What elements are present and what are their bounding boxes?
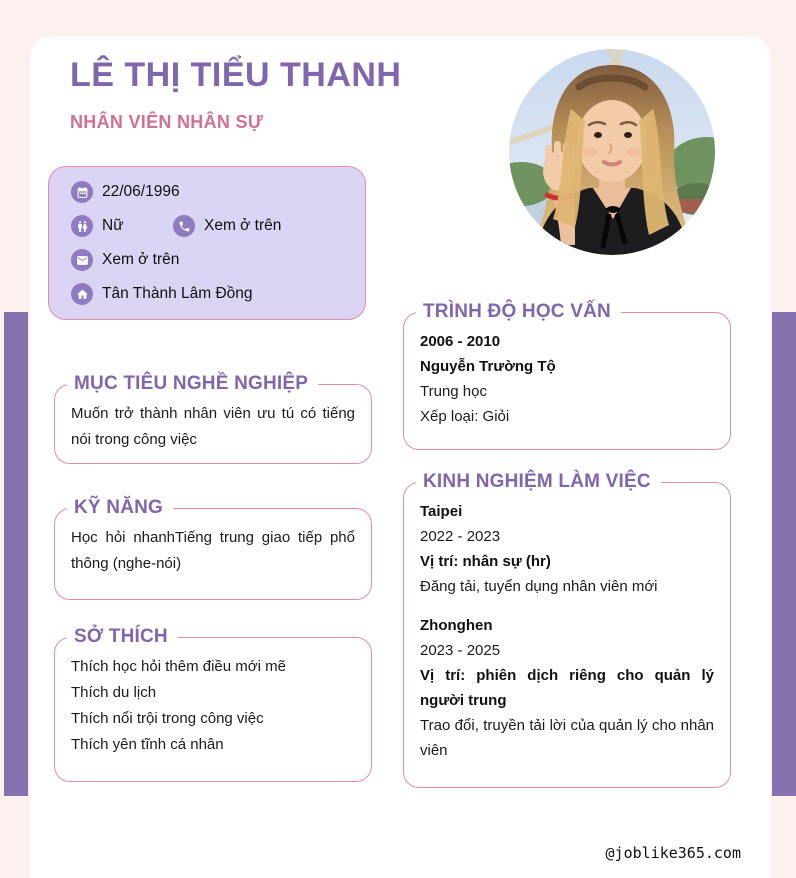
- section-experience: [403, 471, 731, 788]
- birthday-value: 22/06/1996: [102, 183, 180, 200]
- education-period: 2006 - 2010: [420, 333, 501, 350]
- experience-description: Trao đổi, truyền tải lời của quản lý cho nhân viên: [420, 717, 714, 759]
- experience-company: Taipei: [420, 503, 463, 520]
- contact-row-birthday: [71, 175, 365, 209]
- experience-company: Zhonghen: [420, 617, 493, 634]
- section-education-title: TRÌNH ĐỘ HỌC VẤN: [416, 298, 621, 325]
- cv-card: [30, 36, 771, 878]
- page-title: LÊ THỊ TIỂU THANH: [70, 56, 402, 94]
- job-title: NHÂN VIÊN NHÂN SỰ: [70, 112, 264, 132]
- section-experience-title: KINH NGHIỆM LÀM VIỆC: [416, 468, 661, 495]
- hobby-item: Thích nổi trội trong công việc: [71, 710, 264, 727]
- contact-row-gender-phone: [71, 209, 365, 243]
- right-accent-bar: [772, 312, 796, 796]
- contact-box: [48, 166, 366, 320]
- watermark: @joblike365.com: [605, 844, 741, 862]
- hobby-item: Thích yên tĩnh cá nhân: [71, 736, 224, 753]
- profile-photo: [509, 49, 715, 255]
- gender-icon: [71, 215, 93, 237]
- section-objective-title: MỤC TIÊU NGHỀ NGHIỆP: [67, 370, 318, 397]
- section-skills-title: KỸ NĂNG: [67, 494, 173, 521]
- education-level: Trung học: [420, 383, 487, 400]
- contact-row-email: [71, 243, 365, 277]
- left-column: [54, 373, 372, 782]
- left-accent-bar: [4, 312, 28, 796]
- experience-entry: [420, 499, 714, 599]
- experience-period: 2023 - 2025: [420, 642, 501, 659]
- section-education: [403, 301, 731, 450]
- experience-position: Vị trí: phiên dịch riêng cho quản lý người trung: [420, 667, 714, 709]
- section-objective: [54, 373, 372, 464]
- phone-value: Xem ở trên: [204, 217, 282, 234]
- section-skills: [54, 497, 372, 600]
- gender-value: Nữ: [102, 217, 124, 234]
- phone-icon: [173, 215, 195, 237]
- section-hobbies: [54, 626, 372, 782]
- section-hobbies-title: SỞ THÍCH: [67, 623, 178, 650]
- experience-description: Đăng tải, tuyển dụng nhân viên mới: [420, 578, 658, 595]
- objective-text: Muốn trở thành nhân viên ưu tú có tiếng nói trong công việc: [71, 405, 355, 448]
- hobby-item: Thích du lịch: [71, 684, 157, 701]
- skills-text: Học hỏi nhanhTiếng trung giao tiếp phổ thông (nghe-nói): [71, 529, 355, 572]
- address-value: Tân Thành Lâm Đồng: [102, 285, 253, 302]
- home-icon: [71, 283, 93, 305]
- education-grade: Xếp loại: Giỏi: [420, 408, 510, 425]
- calendar-icon: [71, 181, 93, 203]
- hobby-item: Thích học hỏi thêm điều mới mẽ: [71, 658, 286, 675]
- experience-entry: [420, 613, 714, 763]
- email-value: Xem ở trên: [102, 251, 180, 268]
- experience-period: 2022 - 2023: [420, 528, 501, 545]
- mail-icon: [71, 249, 93, 271]
- contact-row-address: [71, 277, 365, 311]
- right-column: [403, 301, 731, 788]
- experience-position: Vị trí: nhân sự (hr): [420, 553, 551, 570]
- education-school: Nguyễn Trường Tộ: [420, 358, 556, 375]
